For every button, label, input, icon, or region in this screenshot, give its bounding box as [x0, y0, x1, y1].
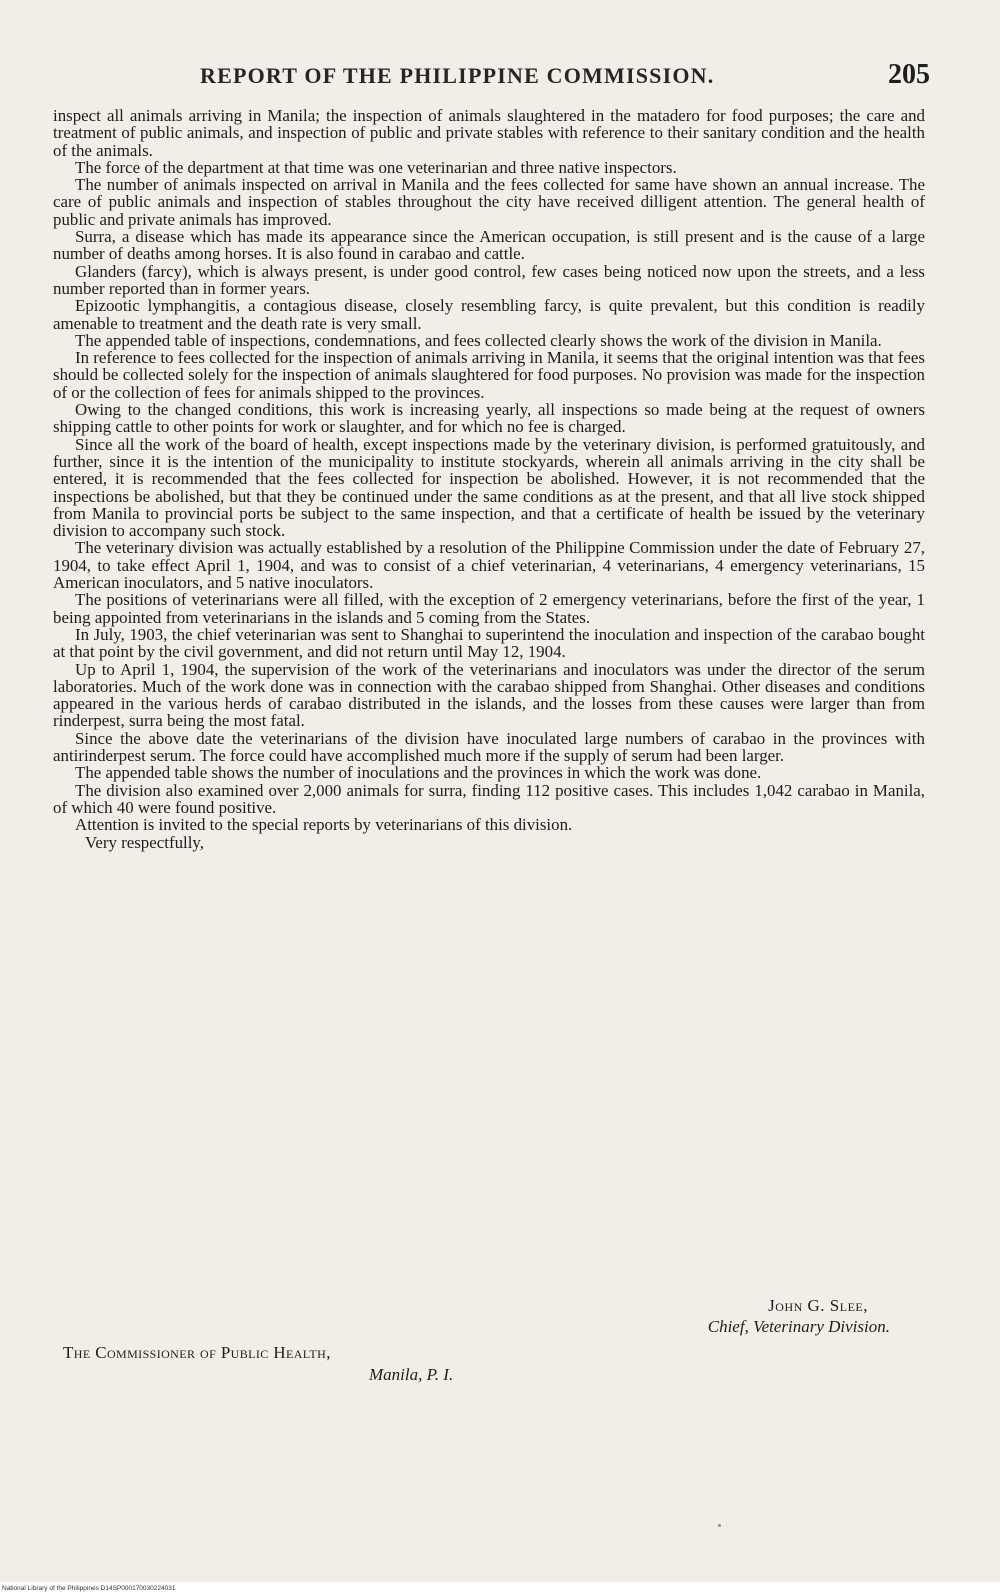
addressee-block	[63, 1342, 563, 1386]
paragraph: In reference to fees collected for the inspection of animals arriving in Manila, it seems that the original intention was that fees should be collected solely for the inspection of animals slaughtered for food purposes. No provision was made for the inspection of or the collection of fees for animals shipped to the provinces.	[53, 348, 925, 402]
paragraph: The appended table shows the number of inoculations and the provinces in which the work was done.	[75, 763, 762, 783]
body-text	[53, 107, 925, 852]
paragraph: Surra, a disease which has made its appearance since the American occupation, is still present and is the cause of a large number of deaths among horses. It is also found in carabao and cattle.	[53, 227, 925, 264]
paragraph: In July, 1903, the chief veterinarian was sent to Shanghai to superintend the inoculation and inspection of the carabao bought at that point by the civil government, and did not return until May 12, 1904.	[53, 624, 925, 662]
running-head: REPORT OF THE PHILIPPINE COMMISSION.	[200, 63, 715, 88]
paragraph: inspect all animals arriving in Manila; the inspection of animals slaughtered in the matadero for food purposes; the care and treatment of public animals, and inspection of public and private stables with reference to their sanitary condition and the health of the animals.	[53, 106, 925, 160]
footer-strip	[0, 1582, 1000, 1594]
page-number: 205	[888, 59, 930, 90]
paragraph: Epizootic lymphangitis, a contagious disease, closely resembling farcy, is quite prevalent, but this condition is readily amenable to treatment and the death rate is very small.	[53, 296, 925, 333]
paragraph: The force of the department at that time was one veterinarian and three native inspectors.	[75, 157, 677, 177]
paragraph: Attention is invited to the special reports by veterinarians of this division.	[75, 815, 573, 835]
paragraph: The veterinary division was actually established by a resolution of the Philippine Commission under the date of February 27, 1904, to take effect April 1, 1904, and was to consist of a chief veterinarian, 4 veterinarians, 4 emergency veterinarians, 15 American inoculators, and 5 native inoculators.	[53, 538, 925, 593]
signature-block	[600, 1295, 890, 1337]
closing-line: Very respectfully,	[85, 833, 204, 853]
paragraph: Up to April 1, 1904, the supervision of the work of the veterinarians and inoculators was under the director of the serum laboratories. Much of the work done was in connection with the carabao shipped from Shanghai. Other diseases and conditions appeared in the various herds of carabao distributed in the islands, and the losses from these causes were larger than from rinderpest, surra being the most fatal.	[53, 659, 925, 731]
signatory-title: Chief, Veterinary Division.	[707, 1317, 890, 1336]
addressee-name: The Commissioner of Public Health,	[63, 1343, 331, 1362]
paper-speck	[718, 1524, 721, 1527]
paragraph: Glanders (farcy), which is always present, is under good control, few cases being noticed now upon the streets, and a less number reported than in former years.	[53, 261, 925, 298]
paragraph: The division also examined over 2,000 animals for surra, finding 112 positive cases. This includes 1,042 carabao in Manila, of which 40 were found positive.	[53, 780, 925, 817]
paragraph: Since the above date the veterinarians of the division have inoculated large numbers of carabao in the provinces with antirinderpest serum. The force could have accomplished much more if the supply of serum had been larger.	[53, 728, 925, 765]
paragraph: Since all the work of the board of health, except inspections made by the veterinary division, is performed gratuitously, and further, since it is the intention of the municipality to institute stockyards, wherein all animals arriving in the city shall be entered, it is recommended that the fees collected for inspection be abolished. However, it is not recommended that the inspections be abolished, but that they be continued under the same conditions as at the present, and that all live stock shipped from Manila to provincial ports be subject to the same inspection, and that a certificate of health be issued by the veterinary division to accompany such stock.	[53, 434, 925, 541]
page-header	[170, 59, 930, 97]
paragraph: The appended table of inspections, condemnations, and fees collected clearly shows the work of the division in Manila.	[75, 330, 882, 350]
footer-credit: National Library of the Philippines D14SP000170030224031	[2, 1585, 176, 1592]
paragraph: The number of animals inspected on arrival in Manila and the fees collected for same have shown an annual increase. The care of public animals and inspection of stables throughout the city have received dilligent attention. The general health of public and private animals has improved.	[53, 175, 925, 229]
addressee-place: Manila, P. I.	[369, 1365, 454, 1384]
signatory-name: John G. Slee,	[768, 1296, 868, 1315]
paragraph: The positions of veterinarians were all filled, with the exception of 2 emergency veterinarians, before the first of the year, 1 being appointed from veterinarians in the islands and 5 coming from the States.	[53, 590, 925, 627]
paragraph: Owing to the changed conditions, this work is increasing yearly, all inspections so made being at the request of owners shipping cattle to other points for work or slaughter, and for which no fee is charged.	[53, 400, 925, 437]
